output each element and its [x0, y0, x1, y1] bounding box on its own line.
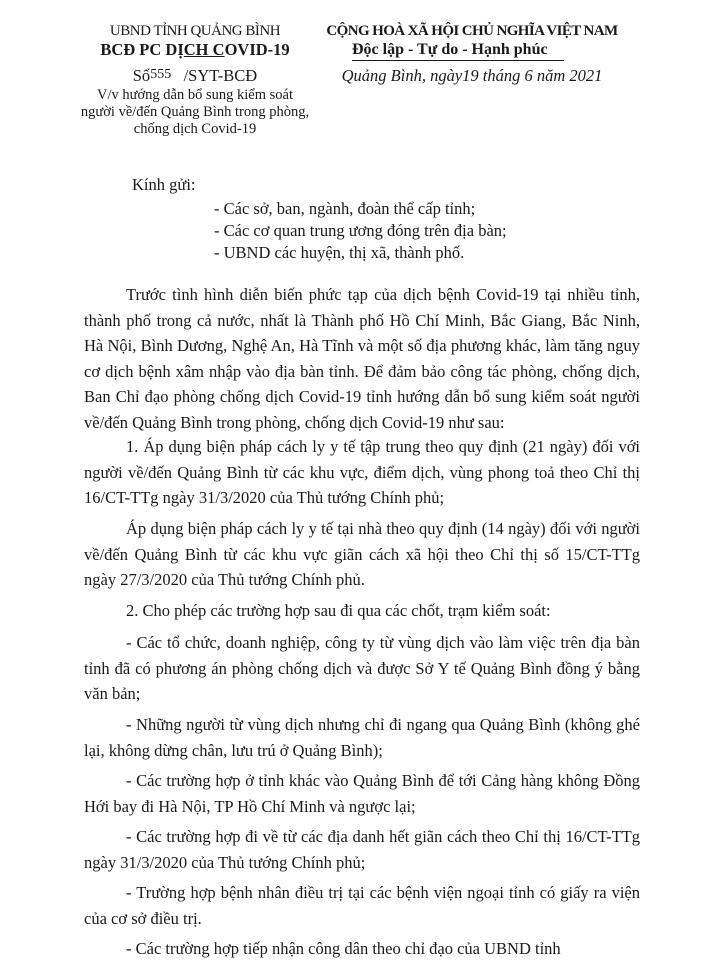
case-paragraph: - Trường hợp bệnh nhân điều trị tại các bệnh viện ngoại tỉnh có giấy ra viện của cơ sở điều trị.	[84, 883, 640, 928]
case-paragraph: - Những người từ vùng dịch nhưng chỉ đi ngang qua Quảng Bình (không ghé lại, không dừng chân, lưu trú ở Quảng Bình);	[84, 715, 640, 760]
recipients-label: Kính gửi:	[132, 175, 196, 194]
issue-date: Quảng Bình, ngày19 tháng 6 năm 2021	[341, 66, 603, 85]
subject-line: chống dịch Covid-19	[133, 121, 257, 137]
issuing-authority-block	[70, 22, 320, 138]
case-paragraph: - Các tổ chức, doanh nghiệp, công ty từ vùng dịch vào làm việc trên địa bàn tỉnh đã có phương án phòng chống dịch và được Sở Y tế Quảng Bình đồng ý bằng văn bản;	[84, 633, 640, 703]
doc-number-code: /SYT-BCĐ	[183, 66, 258, 85]
item-1b-paragraph: Áp dụng biện pháp cách ly y tế tại nhà theo quy định (14 ngày) đối với người về/đến Quảng Bình từ các khu vực giãn cách xã hội theo Chỉ thị số 15/CT-TTg ngày 27/3/2020 của Thủ tướng Chính phủ.	[84, 519, 640, 589]
intro-paragraph: Trước tình hình diễn biến phức tạp của dịch bệnh Covid-19 tại nhiều tỉnh, thành phố trong cả nước, nhất là Thành phố Hồ Chí Minh, Bắc Giang, Bắc Ninh, Hà Nội, Bình Dương, Nghệ An, Hà Tĩnh và một số địa phương khác, làm tăng nguy cơ dịch bệnh xâm nhập vào địa bàn tỉnh. Để đảm bảo công tác phòng, chống dịch, Ban Chỉ đạo phòng chống dịch Covid-19 tỉnh hướng dẫn bổ sung kiểm soát người về/đến Quảng Bình trong phòng, chống dịch Covid-19 như sau:	[84, 285, 640, 432]
doc-number-value: 555	[150, 67, 172, 82]
doc-number-label: Số	[132, 66, 151, 85]
case-paragraph: - Các trường hợp đi về từ các địa danh hết giãn cách theo Chỉ thị 16/CT-TTg ngày 31/3/2020 của Thủ tướng Chính phủ;	[84, 827, 640, 872]
recipient-item: - Các cơ quan trung ương đóng trên địa bàn;	[214, 221, 507, 240]
motto-wrap	[322, 40, 622, 61]
national-title: CỘNG HOÀ XÃ HỘI CHỦ NGHĨA VIỆT NAM	[326, 23, 618, 39]
document-number	[70, 64, 320, 87]
case-paragraph: - Các trường hợp ở tỉnh khác vào Quảng Bình để tới Cảng hàng không Đồng Hới bay đi Hà Nội, TP Hồ Chí Minh và ngược lại;	[84, 771, 640, 816]
steering-board-name	[70, 40, 320, 60]
board-name-part: BCĐ PC DỊ	[100, 40, 184, 59]
recipient-item: - Các sở, ban, ngành, đoàn thể cấp tỉnh;	[214, 199, 476, 218]
subject-line: người về/đến Quảng Bình trong phòng,	[80, 104, 310, 120]
agency-name: UBND TỈNH QUẢNG BÌNH	[109, 23, 281, 39]
case-paragraph: - Các trường hợp tiếp nhận công dân theo chỉ đạo của UBND tỉnh	[126, 939, 561, 958]
item-1-paragraph: 1. Áp dụng biện pháp cách ly y tế tập trung theo quy định (21 ngày) đối với người về/đến Quảng Bình từ các khu vực, điểm dịch, vùng phong toả theo Chỉ thị 16/CT-TTg ngày 31/3/2020 của Thủ tướng Chính phủ;	[84, 437, 640, 507]
national-motto: Độc lập - Tự do - Hạnh phúc	[352, 40, 564, 61]
national-header-block	[322, 22, 622, 87]
board-name-part: OVID-19	[224, 40, 290, 59]
subject-line: V/v hướng dẫn bổ sung kiểm soát	[97, 87, 293, 103]
recipient-item: - UBND các huyện, thị xã, thành phố.	[214, 243, 465, 262]
item-2-heading: 2. Cho phép các trường hợp sau đi qua các chốt, trạm kiểm soát:	[126, 601, 551, 620]
board-name-underlined: CH C	[183, 40, 225, 59]
